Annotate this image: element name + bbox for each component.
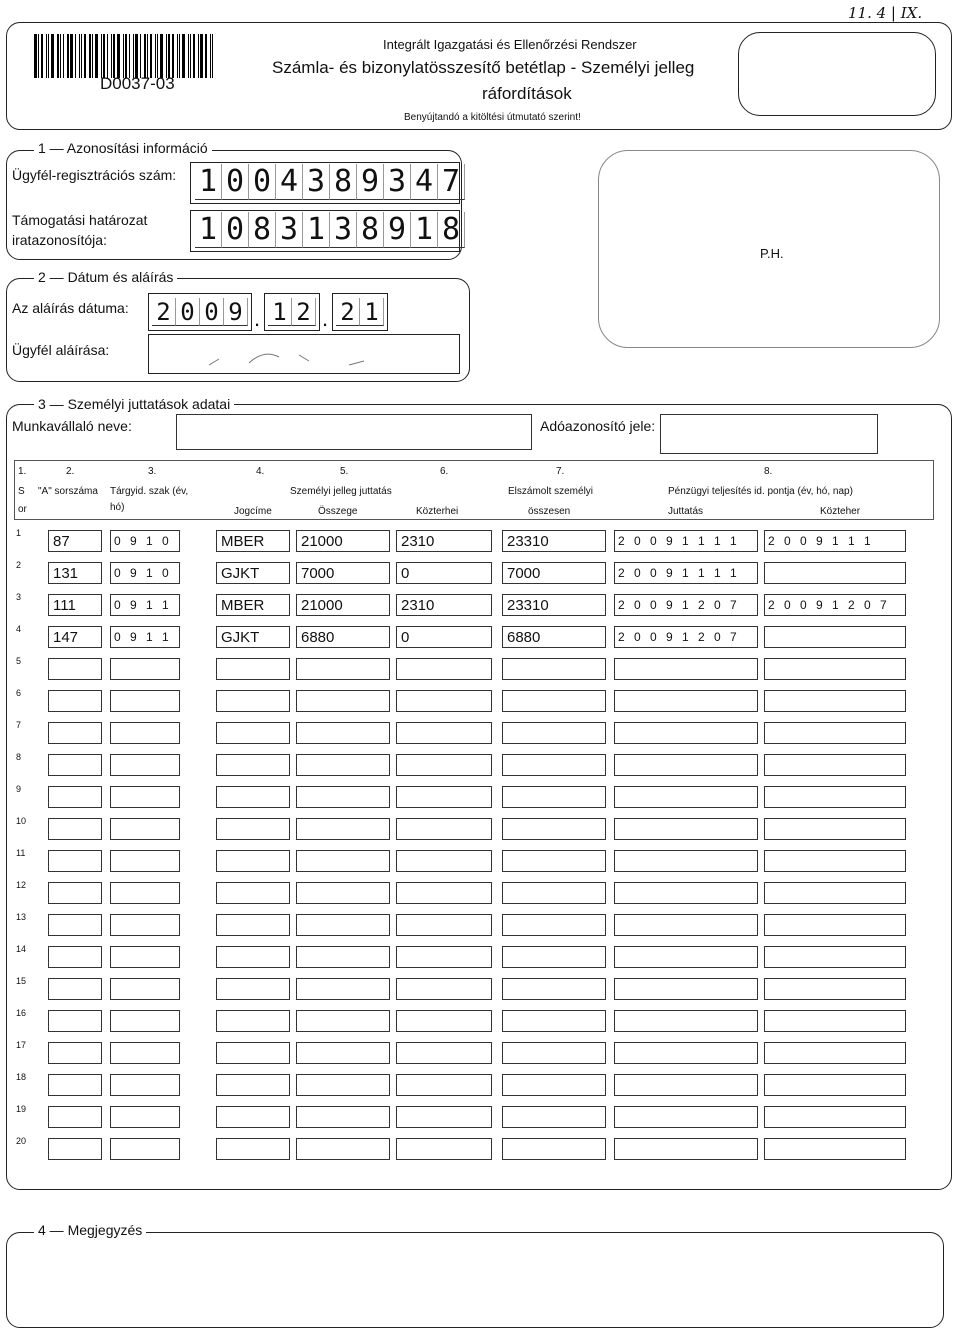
- cell-title[interactable]: GJKT: [216, 562, 290, 584]
- digit: 1: [268, 298, 292, 326]
- cell-payment-date[interactable]: 2 0 0 9 1 1 1 1: [614, 530, 758, 552]
- digit: 8: [249, 212, 276, 248]
- cell-total[interactable]: 23310: [502, 594, 606, 616]
- row-number: 13: [16, 912, 27, 922]
- cell-charges-date[interactable]: 2 0 0 9 1 1 1: [764, 530, 906, 552]
- cell-total[interactable]: [502, 914, 606, 936]
- cell-total[interactable]: [502, 722, 606, 744]
- cell-total[interactable]: [502, 690, 606, 712]
- header-c7b: összesen: [528, 506, 571, 517]
- digit: 4: [411, 164, 438, 200]
- cell-charges-date[interactable]: [764, 1074, 906, 1096]
- row-number: 10: [16, 816, 27, 826]
- office-use-box: [738, 32, 936, 116]
- cell-a-number[interactable]: [48, 882, 102, 904]
- system-name: Integrált Igazgatási és Ellenőrzési Rendszer: [383, 37, 637, 52]
- cell-charges-date[interactable]: [764, 754, 906, 776]
- row-number: 3: [16, 592, 22, 602]
- cell-charges-date[interactable]: [764, 1138, 906, 1160]
- employee-name-field[interactable]: [176, 414, 532, 450]
- cell-title[interactable]: [216, 754, 290, 776]
- header-c6: Közterhei: [416, 506, 459, 517]
- cell-a-number[interactable]: [48, 722, 102, 744]
- row-number: 11: [16, 848, 26, 858]
- header-c1b: or: [18, 504, 27, 515]
- cell-amount[interactable]: [296, 946, 390, 968]
- cell-period[interactable]: [110, 978, 180, 1000]
- cell-title[interactable]: MBER: [216, 530, 290, 552]
- cell-payment-date[interactable]: [614, 818, 758, 840]
- cell-a-number[interactable]: [48, 1074, 102, 1096]
- cell-total[interactable]: [502, 818, 606, 840]
- row-number: 14: [16, 944, 27, 954]
- cell-amount[interactable]: [296, 978, 390, 1000]
- cell-charges[interactable]: 2310: [396, 530, 492, 552]
- cell-a-number[interactable]: [48, 850, 102, 872]
- signature-label: Ügyfél aláírása:: [12, 342, 110, 358]
- form-instruction: Benyújtandó a kitöltési útmutató szerint!: [404, 112, 581, 123]
- cell-payment-date[interactable]: [614, 1010, 758, 1032]
- digit: 1: [195, 164, 222, 200]
- row-number: 2: [16, 560, 22, 570]
- digit: 0: [200, 298, 224, 326]
- cell-payment-date[interactable]: [614, 690, 758, 712]
- column-number: 1.: [18, 466, 27, 477]
- cell-payment-date[interactable]: [614, 1042, 758, 1064]
- cell-total[interactable]: 7000: [502, 562, 606, 584]
- cell-title[interactable]: [216, 1074, 290, 1096]
- tax-id-label: Adóazonosító jele:: [540, 418, 656, 434]
- header-c3a: Tárgyid. szak (év,: [110, 486, 189, 497]
- cell-charges-date[interactable]: [764, 882, 906, 904]
- date-day-digits[interactable]: [336, 298, 384, 326]
- cell-title[interactable]: [216, 1042, 290, 1064]
- cell-period[interactable]: [110, 1010, 180, 1032]
- cell-a-number[interactable]: [48, 946, 102, 968]
- cell-period[interactable]: [110, 1074, 180, 1096]
- digit: 9: [384, 212, 411, 248]
- cell-payment-date[interactable]: 2 0 0 9 1 1 1 1: [614, 562, 758, 584]
- cell-charges-date[interactable]: [764, 818, 906, 840]
- cell-charges[interactable]: [396, 978, 492, 1000]
- cell-payment-date[interactable]: 2 0 0 9 1 2 0 7: [614, 594, 758, 616]
- cell-title[interactable]: [216, 914, 290, 936]
- cell-a-number[interactable]: [48, 754, 102, 776]
- section4-box: [6, 1232, 944, 1328]
- row-number: 12: [16, 880, 27, 890]
- reg-number-label: Ügyfél-regisztrációs szám:: [12, 167, 177, 183]
- cell-payment-date[interactable]: [614, 1106, 758, 1128]
- cell-amount[interactable]: [296, 1042, 390, 1064]
- cell-period[interactable]: [110, 658, 180, 680]
- row-number: 18: [16, 1072, 27, 1082]
- digit: 9: [224, 298, 248, 326]
- cell-period[interactable]: [110, 914, 180, 936]
- cell-charges-date[interactable]: [764, 722, 906, 744]
- date-label: Az aláírás dátuma:: [12, 300, 129, 316]
- cell-amount[interactable]: [296, 690, 390, 712]
- cell-title[interactable]: [216, 850, 290, 872]
- cell-charges[interactable]: [396, 914, 492, 936]
- cell-charges-date[interactable]: [764, 1010, 906, 1032]
- cell-charges-date[interactable]: [764, 1106, 906, 1128]
- cell-charges[interactable]: [396, 850, 492, 872]
- row-number: 5: [16, 656, 22, 666]
- column-number: 3.: [148, 466, 157, 477]
- digit: 0: [176, 298, 200, 326]
- barcode: [34, 34, 244, 78]
- header-c5: Összege: [318, 506, 358, 517]
- cell-period[interactable]: [110, 1106, 180, 1128]
- cell-total[interactable]: [502, 1010, 606, 1032]
- cell-charges[interactable]: [396, 1074, 492, 1096]
- row-number: 4: [16, 624, 22, 634]
- digit: 2: [336, 298, 360, 326]
- digit: 7: [438, 164, 465, 200]
- cell-period[interactable]: [110, 850, 180, 872]
- cell-total[interactable]: [502, 850, 606, 872]
- cell-a-number[interactable]: 131: [48, 562, 102, 584]
- cell-a-number[interactable]: [48, 786, 102, 808]
- row-number: 6: [16, 688, 22, 698]
- cell-payment-date[interactable]: [614, 786, 758, 808]
- cell-charges[interactable]: 0: [396, 562, 492, 584]
- cell-title[interactable]: [216, 882, 290, 904]
- digit: 8: [357, 212, 384, 248]
- digit: 0: [222, 212, 249, 248]
- cell-title[interactable]: [216, 722, 290, 744]
- cell-title[interactable]: [216, 658, 290, 680]
- cell-a-number[interactable]: [48, 658, 102, 680]
- cell-total[interactable]: [502, 882, 606, 904]
- cell-amount[interactable]: 7000: [296, 562, 390, 584]
- header-c3b: hó): [110, 502, 125, 513]
- cell-payment-date[interactable]: [614, 1138, 758, 1160]
- column-number: 2.: [66, 466, 75, 477]
- cell-charges-date[interactable]: [764, 658, 906, 680]
- cell-a-number[interactable]: 87: [48, 530, 102, 552]
- cell-total[interactable]: 23310: [502, 530, 606, 552]
- cell-payment-date[interactable]: [614, 882, 758, 904]
- cell-period[interactable]: 0 9 1 0: [110, 530, 180, 552]
- section3-title: 3 — Személyi juttatások adatai: [34, 396, 234, 412]
- digit: 1: [411, 212, 438, 248]
- cell-total[interactable]: 6880: [502, 626, 606, 648]
- cell-title[interactable]: [216, 1106, 290, 1128]
- date-dot: .: [254, 306, 261, 331]
- cell-charges[interactable]: [396, 946, 492, 968]
- cell-total[interactable]: [502, 786, 606, 808]
- cell-period[interactable]: [110, 786, 180, 808]
- cell-charges-date[interactable]: [764, 690, 906, 712]
- header-c8a: Juttatás: [668, 506, 704, 517]
- section1-title: 1 — Azonosítási információ: [34, 140, 212, 156]
- cell-charges-date[interactable]: [764, 562, 906, 584]
- cell-total[interactable]: [502, 658, 606, 680]
- cell-period[interactable]: 0 9 1 1: [110, 594, 180, 616]
- cell-a-number[interactable]: [48, 1042, 102, 1064]
- tax-id-field[interactable]: [660, 414, 878, 454]
- cell-amount[interactable]: 21000: [296, 530, 390, 552]
- cell-total[interactable]: [502, 1042, 606, 1064]
- section4-title: 4 — Megjegyzés: [34, 1222, 146, 1238]
- cell-amount[interactable]: [296, 1138, 390, 1160]
- cell-amount[interactable]: [296, 722, 390, 744]
- row-number: 20: [16, 1136, 27, 1146]
- cell-amount[interactable]: [296, 914, 390, 936]
- cell-total[interactable]: [502, 1074, 606, 1096]
- cell-charges[interactable]: [396, 882, 492, 904]
- row-number: 8: [16, 752, 22, 762]
- column-number: 7.: [556, 466, 565, 477]
- digit: 3: [276, 212, 303, 248]
- cell-a-number[interactable]: [48, 818, 102, 840]
- cell-a-number[interactable]: [48, 914, 102, 936]
- cell-payment-date[interactable]: [614, 658, 758, 680]
- cell-a-number[interactable]: 147: [48, 626, 102, 648]
- date-year-digits[interactable]: [152, 298, 248, 326]
- cell-amount[interactable]: [296, 818, 390, 840]
- cell-title[interactable]: GJKT: [216, 626, 290, 648]
- cell-charges-date[interactable]: [764, 626, 906, 648]
- header-c8: Pénzügyi teljesítés id. pontja (év, hó, nap): [668, 486, 853, 497]
- header-c8b: Közteher: [820, 506, 861, 517]
- cell-title[interactable]: [216, 946, 290, 968]
- cell-title[interactable]: [216, 1138, 290, 1160]
- reg-number-digits[interactable]: [195, 164, 465, 200]
- cell-payment-date[interactable]: 2 0 0 9 1 2 0 7: [614, 626, 758, 648]
- cell-payment-date[interactable]: [614, 914, 758, 936]
- cell-charges-date[interactable]: [764, 946, 906, 968]
- form-code: D0037-03: [100, 74, 175, 93]
- digit: 8: [438, 212, 465, 248]
- cell-period[interactable]: [110, 1138, 180, 1160]
- cell-period[interactable]: [110, 882, 180, 904]
- cell-amount[interactable]: [296, 754, 390, 776]
- cell-amount[interactable]: 21000: [296, 594, 390, 616]
- header-c56: Személyi jelleg juttatás: [290, 486, 392, 497]
- header-c7a: Elszámolt személyi: [508, 486, 594, 497]
- digit: 4: [276, 164, 303, 200]
- row-number: 16: [16, 1008, 27, 1018]
- column-number: 4.: [256, 466, 265, 477]
- section2-title: 2 — Dátum és aláírás: [34, 269, 177, 285]
- row-number: 9: [16, 784, 22, 794]
- digit: 1: [303, 212, 330, 248]
- cell-a-number[interactable]: [48, 978, 102, 1000]
- decision-label-2: iratazonosítója:: [12, 232, 107, 248]
- header-c1a: S: [18, 486, 25, 497]
- cell-title[interactable]: [216, 1010, 290, 1032]
- header-divider: [14, 460, 934, 520]
- cell-payment-date[interactable]: [614, 1074, 758, 1096]
- cell-title[interactable]: [216, 978, 290, 1000]
- row-number: 15: [16, 976, 27, 986]
- cell-title[interactable]: [216, 818, 290, 840]
- cell-charges-date[interactable]: [764, 850, 906, 872]
- cell-payment-date[interactable]: [614, 754, 758, 776]
- cell-amount[interactable]: [296, 1074, 390, 1096]
- cell-charges[interactable]: [396, 1010, 492, 1032]
- cell-a-number[interactable]: [48, 1106, 102, 1128]
- digit: 2: [292, 298, 316, 326]
- cell-charges[interactable]: [396, 722, 492, 744]
- digit: 9: [357, 164, 384, 200]
- cell-charges[interactable]: [396, 658, 492, 680]
- form-title-line1: Számla- és bizonylatösszesítő betétlap - Személyi jelleg: [272, 58, 695, 77]
- cell-period[interactable]: [110, 946, 180, 968]
- cell-charges-date[interactable]: [764, 1042, 906, 1064]
- decision-number-digits[interactable]: [195, 212, 465, 248]
- cell-amount[interactable]: [296, 658, 390, 680]
- cell-total[interactable]: [502, 1138, 606, 1160]
- date-month-digits[interactable]: [268, 298, 316, 326]
- signature-scribble: [149, 335, 459, 373]
- cell-period[interactable]: [110, 1042, 180, 1064]
- column-number: 8.: [764, 466, 773, 477]
- cell-amount[interactable]: [296, 882, 390, 904]
- digit: 0: [249, 164, 276, 200]
- cell-period[interactable]: [110, 690, 180, 712]
- cell-total[interactable]: [502, 946, 606, 968]
- cell-total[interactable]: [502, 1106, 606, 1128]
- cell-charges[interactable]: [396, 818, 492, 840]
- cell-charges[interactable]: [396, 1106, 492, 1128]
- digit: 2: [152, 298, 176, 326]
- cell-charges-date[interactable]: [764, 914, 906, 936]
- cell-charges[interactable]: [396, 690, 492, 712]
- cell-charges-date[interactable]: 2 0 0 9 1 2 0 7: [764, 594, 906, 616]
- cell-a-number[interactable]: [48, 1010, 102, 1032]
- digit: 8: [330, 164, 357, 200]
- handwritten-reference: 11. 4 | IX.: [848, 4, 923, 22]
- cell-period[interactable]: [110, 818, 180, 840]
- column-number: 6.: [440, 466, 449, 477]
- cell-period[interactable]: 0 9 1 1: [110, 626, 180, 648]
- cell-period[interactable]: 0 9 1 0: [110, 562, 180, 584]
- cell-charges[interactable]: [396, 786, 492, 808]
- row-number: 19: [16, 1104, 27, 1114]
- cell-charges-date[interactable]: [764, 978, 906, 1000]
- cell-a-number[interactable]: [48, 1138, 102, 1160]
- digit: 1: [360, 298, 384, 326]
- cell-amount[interactable]: 6880: [296, 626, 390, 648]
- cell-a-number[interactable]: 111: [48, 594, 102, 616]
- signature-field[interactable]: [148, 334, 460, 374]
- cell-a-number[interactable]: [48, 690, 102, 712]
- cell-payment-date[interactable]: [614, 946, 758, 968]
- cell-payment-date[interactable]: [614, 850, 758, 872]
- column-number: 5.: [340, 466, 349, 477]
- cell-charges-date[interactable]: [764, 786, 906, 808]
- cell-period[interactable]: [110, 722, 180, 744]
- cell-charges[interactable]: [396, 1042, 492, 1064]
- cell-title[interactable]: MBER: [216, 594, 290, 616]
- cell-amount[interactable]: [296, 1106, 390, 1128]
- cell-payment-date[interactable]: [614, 722, 758, 744]
- cell-title[interactable]: [216, 786, 290, 808]
- cell-amount[interactable]: [296, 1010, 390, 1032]
- cell-total[interactable]: [502, 978, 606, 1000]
- cell-charges[interactable]: [396, 1138, 492, 1160]
- digit: 3: [303, 164, 330, 200]
- cell-charges[interactable]: [396, 754, 492, 776]
- decision-label-1: Támogatási határozat: [12, 212, 148, 228]
- cell-title[interactable]: [216, 690, 290, 712]
- header-c4: Jogcíme: [234, 506, 272, 517]
- row-number: 7: [16, 720, 22, 730]
- form-title-line2: ráfordítások: [482, 84, 572, 103]
- header-c2: "A" sorszáma: [38, 486, 98, 497]
- digit: 3: [330, 212, 357, 248]
- row-number: 17: [16, 1040, 27, 1050]
- digit: 3: [384, 164, 411, 200]
- cell-charges[interactable]: 0: [396, 626, 492, 648]
- cell-amount[interactable]: [296, 850, 390, 872]
- employee-name-label: Munkavállaló neve:: [12, 418, 132, 434]
- date-dot: .: [322, 306, 329, 331]
- row-number: 1: [16, 528, 22, 538]
- digit: 1: [195, 212, 222, 248]
- digit: 0: [222, 164, 249, 200]
- cell-total[interactable]: [502, 754, 606, 776]
- cell-payment-date[interactable]: [614, 978, 758, 1000]
- cell-charges[interactable]: 2310: [396, 594, 492, 616]
- stamp-label: P.H.: [760, 246, 784, 261]
- cell-period[interactable]: [110, 754, 180, 776]
- cell-amount[interactable]: [296, 786, 390, 808]
